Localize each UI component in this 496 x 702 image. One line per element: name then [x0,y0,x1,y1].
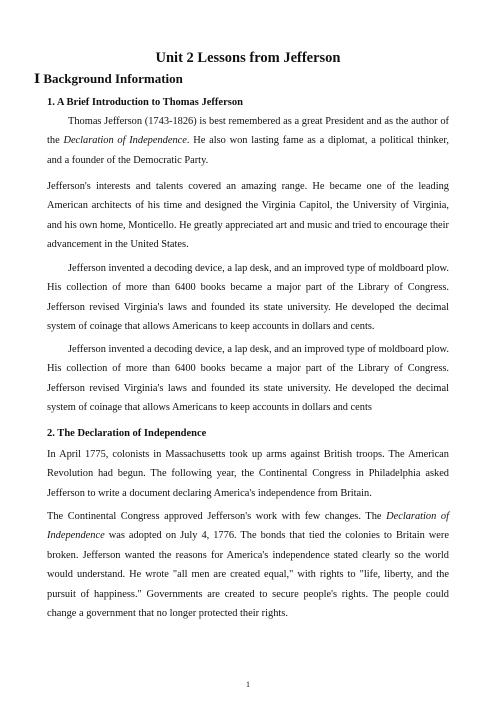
page-title: Unit 2 Lessons from Jefferson [155,50,341,66]
page-number: 1 [246,680,250,689]
paragraph-declaration: The Continental Congress approved Jefferson's work with few changes. The Declaration of Independence was adopted on July 4, 1776. The bonds that tied the colonies to Britain were broken. Jefferson wanted the reasons for America's independence stated clearly so the world would understand. He wrote "all men are created equal," with rights to "life, liberty, and the pursuit of happiness." Governments are created to secure people's rights. The people could change a government that no longer protected their rights. [47,511,449,620]
paragraph-revolution: In April 1775, colonists in Massachusetts took up arms against British troops. The American Revolution had begun. The following year, the Continental Congress in Philadelphia asked Jefferson to write a document declaring America's independence from Britain. [47,449,449,499]
paragraph-inventions-repeat: Jefferson invented a decoding device, a lap desk, and an improved type of moldboard plow. His collection of more than 6400 books became a major part of the Library of Congress. Jefferson revised Virginia's laws and founded its state university. He developed the decimal system of coinage that allows Americans to keep accounts in dollars and cents [47,344,449,414]
section-heading: Ⅰ Background Information [34,71,183,86]
paragraph-intro: Thomas Jefferson (1743-1826) is best remembered as a great President and as the author of the Declaration of Independence. He also won lasting fame as a diplomat, a political thinker, and a founder of the Democratic Party. [47,116,449,166]
paragraph-interests: Jefferson's interests and talents covered an amazing range. He became one of the leading American architects of his time and designed the Virginia Capitol, the University of Virginia, and his own home, Monticello. He greatly appreciated art and music and tried to encourage their advancement in the United States. [47,181,449,251]
paragraph-inventions: Jefferson invented a decoding device, a lap desk, and an improved type of moldboard plow. His collection of more than 6400 books became a major part of the Library of Congress. Jefferson revised Virginia's laws and founded its state university. He developed the decimal system of coinage that allows Americans to keep accounts in dollars and cents. [47,263,449,333]
subheading-declaration: 2. The Declaration of Independence [47,428,207,439]
subheading-introduction: 1. A Brief Introduction to Thomas Jefferson [47,97,243,108]
